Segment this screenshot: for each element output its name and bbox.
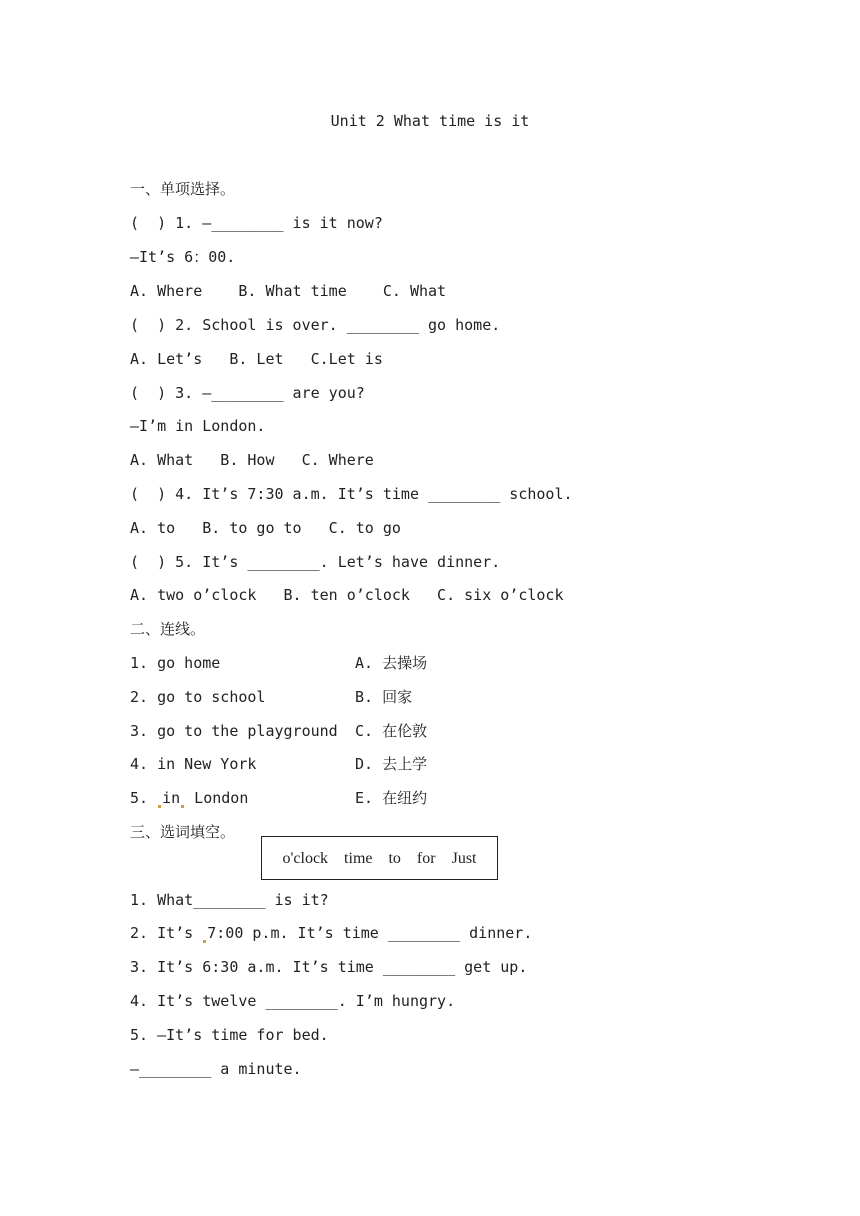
fill-question-5-reply: —________ a minute. (130, 1060, 302, 1078)
mark-dot (181, 805, 184, 808)
match-left-5-number: 5. (130, 789, 158, 807)
match-left-1: 1. go home (130, 654, 221, 672)
fill-question-2-end: 7:00 p.m. It’s time ________ dinner. (207, 924, 533, 942)
question-1-options: A. Where B. What time C. What (130, 282, 447, 300)
match-right-e: E. 在纽约 (355, 789, 428, 807)
question-1: ( ) 1. —________ is it now? (130, 214, 383, 232)
fill-question-5: 5. —It’s time for bed. (130, 1026, 329, 1044)
match-left-5 (130, 788, 248, 808)
question-2-options: A. Let’s B. Let C.Let is (130, 350, 383, 368)
fill-question-1: 1. What________ is it? (130, 891, 329, 909)
question-4-options: A. to B. to go to C. to go (130, 519, 401, 537)
match-left-4: 4. in New York (130, 755, 257, 773)
word-bank-box: o'clock time to for Just (261, 836, 498, 880)
page-title: Unit 2 What time is it (330, 112, 530, 130)
mark-dot (158, 805, 161, 808)
question-4: ( ) 4. It’s 7:30 a.m. It’s time ________ school. (130, 485, 573, 503)
section-3-heading: 三、选词填空。 (130, 823, 236, 841)
mark-dot (203, 940, 206, 943)
question-3-options: A. What B. How C. Where (130, 451, 374, 469)
match-right-d: D. 去上学 (355, 755, 428, 773)
match-left-3: 3. go to the playground (130, 722, 338, 740)
section-1-heading: 一、单项选择。 (130, 180, 236, 198)
question-1-answer: —It’s 6：00. (130, 248, 236, 266)
section-2-heading: 二、连线。 (130, 620, 206, 638)
question-3-answer: —I’m in London. (130, 417, 266, 435)
match-left-5-word: in (162, 789, 181, 807)
fill-question-3: 3. It’s 6:30 a.m. It’s time ________ get up. (130, 958, 528, 976)
question-5: ( ) 5. It’s ________. Let’s have dinner. (130, 553, 501, 571)
question-2: ( ) 2. School is over. ________ go home. (130, 316, 501, 334)
match-left-2: 2. go to school (130, 688, 266, 706)
fill-question-4: 4. It’s twelve ________. I’m hungry. (130, 992, 456, 1010)
question-3: ( ) 3. —________ are you? (130, 384, 365, 402)
match-right-a: A. 去操场 (355, 654, 428, 672)
question-5-options: A. two o’clock B. ten o’clock C. six o’clock (130, 586, 564, 604)
match-right-c: C. 在伦敦 (355, 722, 428, 740)
match-left-5-rest: London (185, 789, 249, 807)
match-right-b: B. 回家 (355, 688, 413, 706)
fill-question-2 (130, 923, 532, 943)
fill-question-2-start: 2. It’s (130, 924, 203, 942)
